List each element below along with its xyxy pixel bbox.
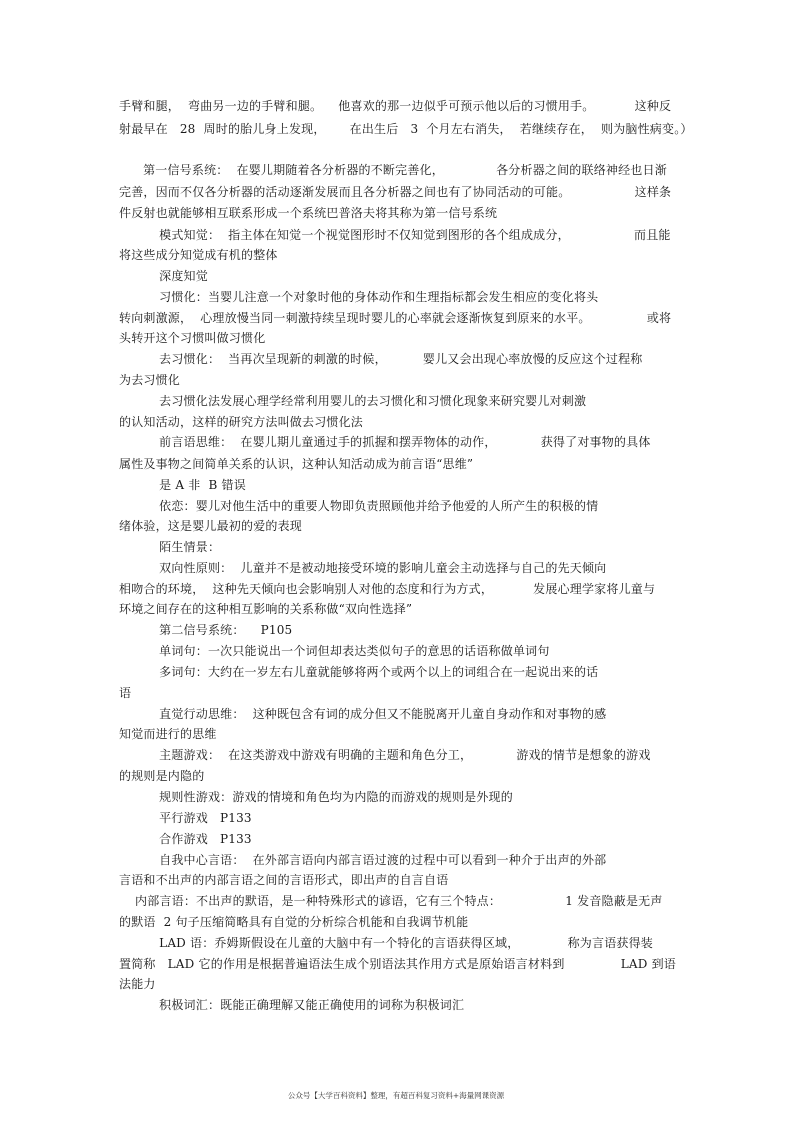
text-line: 合作游戏 P133 [119, 832, 252, 846]
text-line: LAD 语：乔姆斯假设在儿童的大脑中有一个特化的言语获得区域， 称为言语获得装 [119, 936, 653, 950]
text-line: 深度知觉 [119, 269, 208, 283]
text-line: 前言语思维： 在婴儿期儿童通过手的抓握和摆弄物体的动作， 获得了对事物的具体 [119, 435, 651, 449]
text-line: 为去习惯化 [119, 373, 181, 387]
text-line: 是 A 非 B 错误 [119, 478, 246, 492]
text-line: 的认知活动，这样的研究方法叫做去习惯化法 [119, 415, 364, 429]
text-line: 手臂和腿， 弯曲另一边的手臂和腿。 他喜欢的那一边似乎可预示他以后的习惯用手。 这种反 [119, 99, 672, 113]
text-line: 法能力 [119, 977, 156, 991]
text-line: 转向刺激源， 心理放慢当同一刺激持续呈现时婴儿的心率就会逐渐恢复到原来的水平。 或将 [119, 311, 672, 325]
text-line: 去习惯化： 当再次呈现新的刺激的时候， 婴儿又会出现心率放慢的反应这个过程称 [119, 352, 643, 366]
text-line: 积极词汇：既能正确理解又能正确使用的词称为积极词汇 [119, 998, 465, 1012]
text-line: 的默语 2 句子压缩简略具有自觉的分析综合机能和自我调节机能 [119, 915, 469, 929]
text-line: 语 [119, 686, 132, 700]
text-line: 内部言语：不出声的默语，是一种特殊形式的谚语，它有三个特点： 1 发音隐蔽是无声 [119, 894, 663, 908]
text-line: 的规则是内隐的 [119, 769, 205, 783]
text-line: 主题游戏： 在这类游戏中游戏有明确的主题和角色分工， 游戏的情节是想象的游戏 [119, 748, 651, 762]
text-line: 双向性原则： 儿童并不是被动地接受环境的影响儿童会主动选择与自己的先天倾向 [119, 561, 607, 575]
text-line: 第一信号系统： 在婴儿期随着各分析器的不断完善化， 各分析器之间的联络神经也日渐 [119, 163, 667, 177]
text-line: 环境之间存在的这种相互影响的关系称做“双向性选择” [119, 602, 413, 616]
text-line: 自我中心言语： 在外部言语向内部言语过渡的过程中可以看到一种介于出声的外部 [119, 853, 607, 867]
text-line: 件反射也就能够相互联系形成一个系统巴普洛夫将其称为第一信号系统 [119, 206, 498, 220]
text-line: 相吻合的环境， 这种先天倾向也会影响别人对他的态度和行为方式， 发展心理学家将儿童与 [119, 582, 656, 596]
text-line: 单词句：一次只能说出一个词但却表达类似句子的意思的话语称做单词句 [119, 644, 550, 658]
text-line: 陌生情景： [119, 540, 221, 554]
text-line: 知觉而进行的思维 [119, 727, 217, 741]
page-footer: 公众号【大学百科资料】整理，有超百科复习资料+海量网课资源 [287, 1091, 505, 1100]
text-line: 去习惯化法发展心理学经常利用婴儿的去习惯化和习惯化现象来研究婴儿对刺激 [119, 394, 587, 408]
text-line: 直觉行动思维： 这种既包含有词的成分但又不能脱离开儿童自身动作和对事物的感 [119, 707, 607, 721]
text-line: 绪体验，这是婴儿最初的爱的表现 [119, 519, 303, 533]
text-line: 将这些成分知觉成有机的整体 [119, 248, 278, 262]
text-line: 习惯化：当婴儿注意一个对象时他的身体动作和生理指标都会发生相应的变化将头 [119, 290, 599, 304]
text-line: 射最早在 28 周时的胎儿身上发现， 在出生后 3 个月左右消失， 若继续存在， 则为脑性病变。） [119, 122, 693, 136]
text-line: 多词句：大约在一岁左右儿童就能够将两个或两个以上的词组合在一起说出来的话 [119, 665, 599, 679]
text-line: 头转开这个习惯叫做习惯化 [119, 331, 266, 345]
text-line: 平行游戏 P133 [119, 811, 252, 825]
text-line: 属性及事物之间简单关系的认识，这种认知活动成为前言语“思维” [119, 457, 474, 471]
text-line: 完善，因而不仅各分析器的活动逐渐发展而且各分析器之间也有了协同活动的可能。 这样条 [119, 185, 672, 199]
text-line: 第二信号系统： P105 [119, 623, 293, 637]
text-line: 言语和不出声的内部言语之间的言语形式，即出声的自言自语 [119, 873, 449, 887]
text-line: 置简称 LAD 它的作用是根据普遍语法生成个别语法其作用方式是原始语言材料到 LAD 到语 [119, 957, 676, 971]
text-line: 依恋：婴儿对他生活中的重要人物即负责照顾他并给予他爱的人所产生的积极的情 [119, 499, 599, 513]
text-line: 模式知觉： 指主体在知觉一个视觉图形时不仅知觉到图形的各个组成成分， 而且能 [119, 228, 671, 242]
text-line: 规则性游戏：游戏的情境和角色均为内隐的而游戏的规则是外现的 [119, 790, 513, 804]
